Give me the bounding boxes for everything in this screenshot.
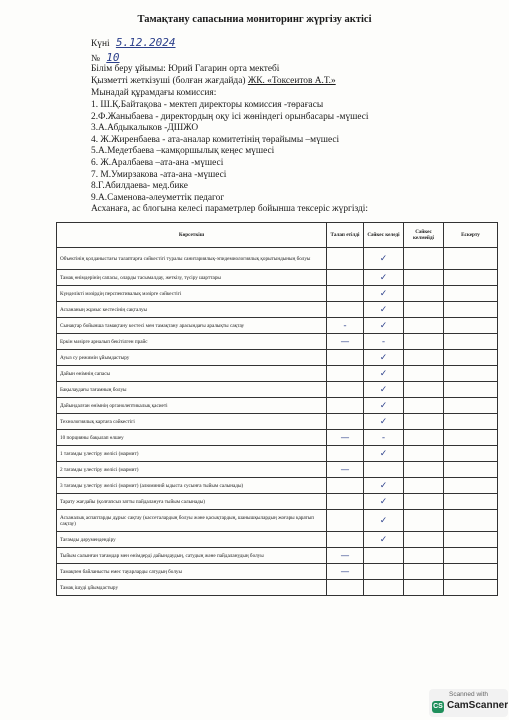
date-line bbox=[91, 36, 176, 49]
note-cell bbox=[444, 494, 498, 510]
table-body bbox=[57, 248, 498, 596]
required-cell bbox=[327, 382, 364, 398]
required-cell bbox=[327, 510, 364, 532]
required-cell bbox=[327, 366, 364, 382]
commission-member: 3.А.Абдыкалыков -ДШЖО bbox=[91, 123, 199, 134]
required-cell bbox=[327, 302, 364, 318]
header-required: Талап етілді bbox=[327, 223, 364, 248]
number-label: № bbox=[91, 54, 100, 64]
table-row bbox=[57, 382, 498, 398]
required-cell: — bbox=[327, 462, 364, 478]
noncompliant-cell bbox=[404, 366, 444, 382]
noncompliant-cell bbox=[404, 532, 444, 548]
required-cell bbox=[327, 580, 364, 596]
commission-member: 8.Г.Абилдаева- мед.бике bbox=[91, 181, 188, 192]
table-row bbox=[57, 446, 498, 462]
table-row bbox=[57, 462, 498, 478]
compliant-cell: ✓ bbox=[364, 414, 404, 430]
commission-member: 1. Ш.Қ.Байтақова - мектеп директоры комиссия -төрағасы bbox=[91, 100, 324, 110]
supplier-prefix: Қызметті жеткізуші (болған жағдайда) bbox=[91, 76, 246, 86]
criterion-cell: 2 тағамды үлестіру желісі (мармит) bbox=[57, 462, 327, 478]
compliant-cell: ✓ bbox=[364, 350, 404, 366]
required-cell bbox=[327, 532, 364, 548]
compliant-cell: ✓ bbox=[364, 398, 404, 414]
criterion-cell: Сынақтар бойынша тамақтану кестесі мен тамақтану арасындағы аралықты сақтау bbox=[57, 318, 327, 334]
noncompliant-cell bbox=[404, 510, 444, 532]
criterion-cell: 10 порцияны бақылап өлшеу bbox=[57, 430, 327, 446]
required-cell bbox=[327, 446, 364, 462]
noncompliant-cell bbox=[404, 494, 444, 510]
closing-line: Асханаға, ас блогына келесі параметрлер бойынша тексеріс жүргізді: bbox=[91, 204, 368, 214]
note-cell bbox=[444, 430, 498, 446]
criterion-cell: 1 тағамды үлестіру желісі (мармит) bbox=[57, 446, 327, 462]
note-cell bbox=[444, 564, 498, 580]
commission-member: 6. Ж.Аралбаева –ата-ана -мүшесі bbox=[91, 158, 224, 168]
number-line bbox=[91, 51, 120, 64]
commission-member: 5.А.Медетбаева –камқоршылық кеңес мүшесі bbox=[91, 146, 275, 157]
compliant-cell bbox=[364, 564, 404, 580]
note-cell bbox=[444, 446, 498, 462]
header-note: Ескерту bbox=[444, 223, 498, 248]
table-row bbox=[57, 580, 498, 596]
criterion-cell: Күнделікті мәзірдің перспективалық мәзірге сәйкестігі bbox=[57, 286, 327, 302]
note-cell bbox=[444, 350, 498, 366]
note-cell bbox=[444, 478, 498, 494]
table-row bbox=[57, 414, 498, 430]
criterion-cell: 3 тағамды үлестіру желісі (мармит) (алюминий ыдыста сусынға тыйым салынады) bbox=[57, 478, 327, 494]
compliant-cell: ✓ bbox=[364, 446, 404, 462]
header-compliant: Сәйкес келеді bbox=[364, 223, 404, 248]
table-row bbox=[57, 366, 498, 382]
badge-top-text: Scanned with bbox=[448, 691, 489, 698]
header-indicator: Көрсеткіш bbox=[57, 223, 327, 248]
compliant-cell: ✓ bbox=[364, 532, 404, 548]
compliant-cell: - bbox=[364, 334, 404, 350]
criterion-cell: Асханалық аспаптарды дұрыс сақтау (кассеталардың болуы және қасықтардың, шанышқылардың жоғары қаратып сақтау) bbox=[57, 510, 327, 532]
required-cell bbox=[327, 286, 364, 302]
number-value: 10 bbox=[106, 51, 120, 64]
compliant-cell: ✓ bbox=[364, 478, 404, 494]
commission-intro: Мынадай құрамдағы комиссия: bbox=[91, 88, 217, 98]
required-cell bbox=[327, 398, 364, 414]
criterion-cell: Дайындалған өнімнің органолептикалық қасиеті bbox=[57, 398, 327, 414]
note-cell bbox=[444, 548, 498, 564]
required-cell bbox=[327, 248, 364, 270]
date-label: Күні bbox=[91, 39, 110, 49]
header-noncompliant: Сәйкес келмейді bbox=[404, 223, 444, 248]
note-cell bbox=[444, 270, 498, 286]
note-cell bbox=[444, 318, 498, 334]
required-cell bbox=[327, 270, 364, 286]
table-row bbox=[57, 494, 498, 510]
compliant-cell: ✓ bbox=[364, 494, 404, 510]
noncompliant-cell bbox=[404, 350, 444, 366]
criterion-cell: Еркін мәзірге арналып бекітілген прайс bbox=[57, 334, 327, 350]
table-row bbox=[57, 334, 498, 350]
criterion-cell: Технологиялық картаға сәйкестігі bbox=[57, 414, 327, 430]
criterion-cell: Бақылаудағы тағамның болуы bbox=[57, 382, 327, 398]
table-header-row bbox=[57, 223, 498, 248]
table-row bbox=[57, 398, 498, 414]
document-title: Тамақтану сапасыниа мониторинг жүргізу актісі bbox=[137, 14, 372, 25]
org-line: Білім беру ұйымы: Юрий Гагарин орта мектебі bbox=[91, 64, 280, 74]
supplier-value: ЖК. «Токсеитов А.Т.» bbox=[247, 76, 336, 86]
criterion-cell: Объектінің қолданыстағы талаптарға сәйкестігі туралы санитариялық-эпидемиологиялық қорытындының болуы bbox=[57, 248, 327, 270]
noncompliant-cell bbox=[404, 478, 444, 494]
compliant-cell bbox=[364, 548, 404, 564]
compliant-cell: ✓ bbox=[364, 248, 404, 270]
noncompliant-cell bbox=[404, 302, 444, 318]
noncompliant-cell bbox=[404, 446, 444, 462]
table-row bbox=[57, 430, 498, 446]
required-cell bbox=[327, 494, 364, 510]
note-cell bbox=[444, 382, 498, 398]
camscanner-badge bbox=[429, 689, 508, 717]
noncompliant-cell bbox=[404, 318, 444, 334]
compliant-cell bbox=[364, 462, 404, 478]
commission-member: 7. М.Умирзакова -ата-ана -мүшесі bbox=[91, 169, 227, 180]
table-row bbox=[57, 286, 498, 302]
table-row bbox=[57, 532, 498, 548]
note-cell bbox=[444, 414, 498, 430]
criterion-cell: Тамақ ішуді ұйымдастыру bbox=[57, 580, 327, 596]
criterion-cell: Тарату жағдайы (қолғапсыз затты пайдалануға тыйым салынады) bbox=[57, 494, 327, 510]
noncompliant-cell bbox=[404, 398, 444, 414]
note-cell bbox=[444, 510, 498, 532]
camscanner-logo-icon: CS bbox=[432, 701, 444, 713]
table-row bbox=[57, 478, 498, 494]
commission-member: 2.Ф.Жаныбаева - директордың оқу ісі жөніндегі орынбасары -мүшесі bbox=[91, 111, 369, 122]
criterion-cell: Дайын өнімнің сапасы bbox=[57, 366, 327, 382]
note-cell bbox=[444, 302, 498, 318]
compliant-cell: ✓ bbox=[364, 286, 404, 302]
noncompliant-cell bbox=[404, 286, 444, 302]
noncompliant-cell bbox=[404, 580, 444, 596]
noncompliant-cell bbox=[404, 248, 444, 270]
compliant-cell: ✓ bbox=[364, 510, 404, 532]
criterion-cell: Тағамды дәрумендендіру bbox=[57, 532, 327, 548]
compliant-cell: ✓ bbox=[364, 366, 404, 382]
table-row bbox=[57, 548, 498, 564]
required-cell bbox=[327, 350, 364, 366]
criterion-cell: Тамақпен байланысты емес тауарларды сатудың болуы bbox=[57, 564, 327, 580]
noncompliant-cell bbox=[404, 462, 444, 478]
noncompliant-cell bbox=[404, 548, 444, 564]
required-cell bbox=[327, 414, 364, 430]
compliant-cell: - bbox=[364, 430, 404, 446]
required-cell bbox=[327, 478, 364, 494]
inspection-table bbox=[56, 222, 498, 596]
noncompliant-cell bbox=[404, 564, 444, 580]
required-cell: — bbox=[327, 548, 364, 564]
date-value: 5.12.2024 bbox=[115, 36, 176, 49]
criterion-cell: Тыйым салынған тағамдар мен өнімдерді дайындаудың, сатудың және пайдаланудың болуы bbox=[57, 548, 327, 564]
compliant-cell: ✓ bbox=[364, 302, 404, 318]
noncompliant-cell bbox=[404, 382, 444, 398]
criterion-cell: Асхананың жұмыс кестесінің сақталуы bbox=[57, 302, 327, 318]
note-cell bbox=[444, 248, 498, 270]
table-row bbox=[57, 318, 498, 334]
note-cell bbox=[444, 462, 498, 478]
supplier-line bbox=[91, 76, 336, 86]
note-cell bbox=[444, 286, 498, 302]
badge-name: CamScanner bbox=[447, 700, 509, 711]
criterion-cell: Тамақ өнімдерінің сапасы, оларды тасымалдау, жеткізу, түсіру шарттары bbox=[57, 270, 327, 286]
table-row bbox=[57, 248, 498, 270]
required-cell: - bbox=[327, 318, 364, 334]
noncompliant-cell bbox=[404, 270, 444, 286]
table-row bbox=[57, 510, 498, 532]
compliant-cell: ✓ bbox=[364, 270, 404, 286]
note-cell bbox=[444, 366, 498, 382]
compliant-cell: ✓ bbox=[364, 382, 404, 398]
note-cell bbox=[444, 398, 498, 414]
table-row bbox=[57, 564, 498, 580]
table-row bbox=[57, 350, 498, 366]
required-cell: — bbox=[327, 564, 364, 580]
table-row bbox=[57, 270, 498, 286]
noncompliant-cell bbox=[404, 334, 444, 350]
criterion-cell: Ауыз су режимін ұйымдастыру bbox=[57, 350, 327, 366]
compliant-cell: ✓ bbox=[364, 318, 404, 334]
required-cell: — bbox=[327, 430, 364, 446]
note-cell bbox=[444, 580, 498, 596]
table-row bbox=[57, 302, 498, 318]
noncompliant-cell bbox=[404, 414, 444, 430]
compliant-cell bbox=[364, 580, 404, 596]
commission-member: 9.А.Саменова-әлеуметтік педагог bbox=[91, 192, 225, 203]
noncompliant-cell bbox=[404, 430, 444, 446]
required-cell: — bbox=[327, 334, 364, 350]
note-cell bbox=[444, 334, 498, 350]
note-cell bbox=[444, 532, 498, 548]
commission-member: 4. Ж.Жиренбаева - ата-аналар комитетінің төрайымы –мүшесі bbox=[91, 134, 340, 145]
